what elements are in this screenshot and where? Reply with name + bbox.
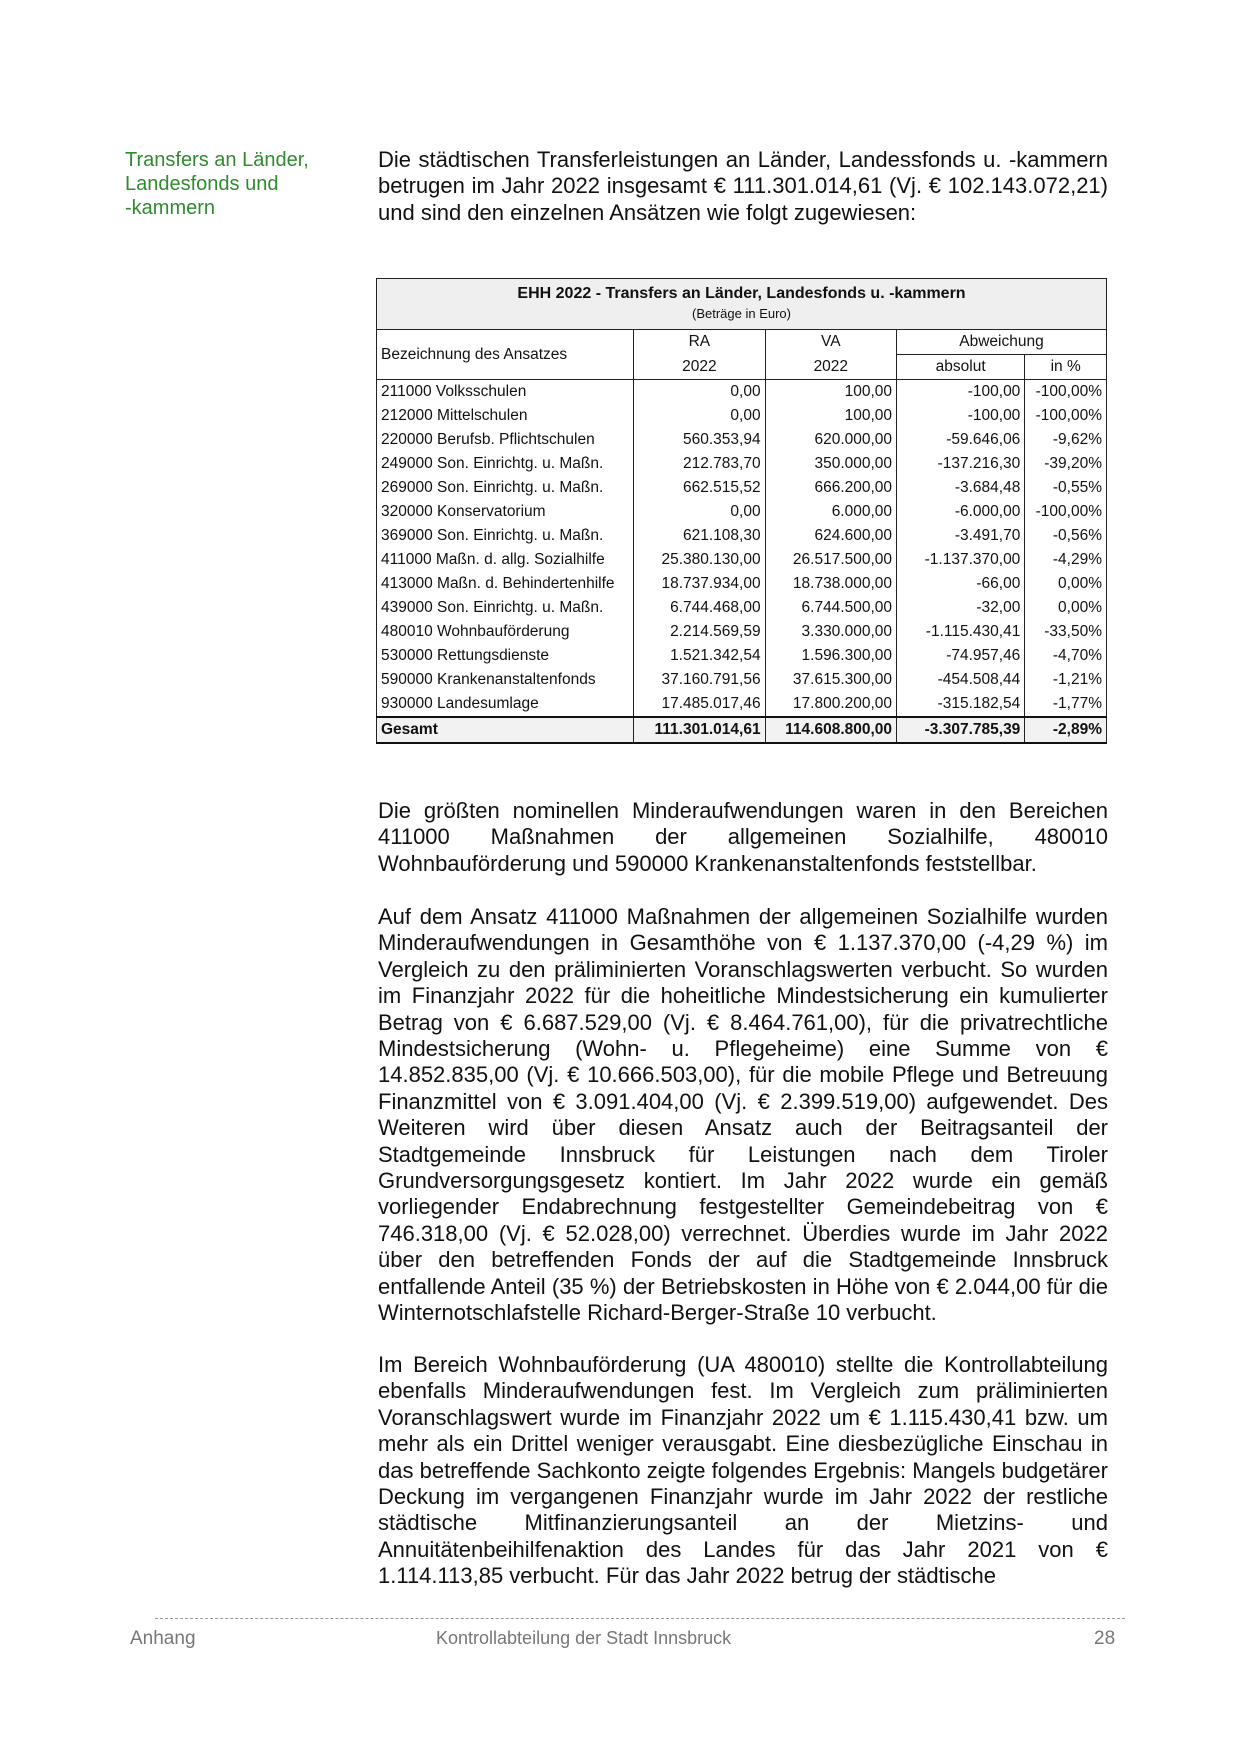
row-va: 100,00 (765, 380, 896, 405)
row-name: 439000 Son. Einrichtg. u. Maßn. (377, 596, 634, 620)
table-row (377, 452, 1107, 476)
row-va: 18.738.000,00 (765, 572, 896, 596)
row-abs: -137.216,30 (897, 452, 1025, 476)
row-name: 413000 Maßn. d. Behindertenhilfe (377, 572, 634, 596)
row-pct: -4,70% (1025, 644, 1107, 668)
row-abs: -59.646,06 (897, 428, 1025, 452)
row-ra: 25.380.130,00 (634, 548, 765, 572)
row-name: 480010 Wohnbauförderung (377, 620, 634, 644)
table-row (377, 644, 1107, 668)
table-row (377, 692, 1107, 717)
footer-organization: Kontrollabteilung der Stadt Innsbruck (436, 1628, 732, 1648)
table-row (377, 476, 1107, 500)
row-pct: -39,20% (1025, 452, 1107, 476)
row-pct: -1,77% (1025, 692, 1107, 717)
row-ra: 37.160.791,56 (634, 668, 765, 692)
table-caption (377, 279, 1107, 330)
col-header-pct: in % (1025, 355, 1107, 380)
transfers-table (376, 278, 1107, 744)
row-abs: -454.508,44 (897, 668, 1025, 692)
row-pct: -0,55% (1025, 476, 1107, 500)
row-va: 37.615.300,00 (765, 668, 896, 692)
row-ra: 621.108,30 (634, 524, 765, 548)
row-ra: 0,00 (634, 404, 765, 428)
row-abs: -3.684,48 (897, 476, 1025, 500)
row-pct: -33,50% (1025, 620, 1107, 644)
table-row (377, 668, 1107, 692)
row-name: 930000 Landesumlage (377, 692, 634, 717)
total-va: 114.608.800,00 (765, 717, 896, 743)
row-ra: 662.515,52 (634, 476, 765, 500)
table-row (377, 524, 1107, 548)
side-heading-line-1: Transfers an Länder, (125, 149, 309, 171)
row-va: 6.744.500,00 (765, 596, 896, 620)
row-ra: 6.744.468,00 (634, 596, 765, 620)
table-row (377, 548, 1107, 572)
row-abs: -1.115.430,41 (897, 620, 1025, 644)
table-row (377, 596, 1107, 620)
row-pct: -1,21% (1025, 668, 1107, 692)
row-name: 212000 Mittelschulen (377, 404, 634, 428)
side-heading-line-3: -kammern (125, 197, 216, 219)
total-abs: -3.307.785,39 (897, 717, 1025, 743)
table-title: EHH 2022 - Transfers an Länder, Landesfonds u. -kammern (517, 285, 966, 302)
row-abs: -100,00 (897, 404, 1025, 428)
table-row (377, 572, 1107, 596)
row-name: 369000 Son. Einrichtg. u. Maßn. (377, 524, 634, 548)
row-pct: 0,00% (1025, 596, 1107, 620)
total-name: Gesamt (377, 717, 634, 743)
intro-paragraph: Die städtischen Transferleistungen an Länder, Landessfonds u. -kammern betrugen im Jahr 2022 insgesamt € 111.301.014,61 (Vj. € 102.143.072,21) und sind den einzelnen Ansätzen wie folgt zugewiesen: (378, 147, 1108, 225)
row-ra: 0,00 (634, 380, 765, 405)
row-abs: -100,00 (897, 380, 1025, 405)
paragraph-largest-reductions: Die größten nominellen Minderaufwendungen waren in den Bereichen 411000 Maßnahmen der allgemeinen Sozialhilfe, 480010 Wohnbauförderung und 590000 Krankenanstaltenfonds feststellbar. (378, 798, 1108, 876)
row-va: 100,00 (765, 404, 896, 428)
row-va: 620.000,00 (765, 428, 896, 452)
row-va: 26.517.500,00 (765, 548, 896, 572)
row-ra: 560.353,94 (634, 428, 765, 452)
col-header-va-year: 2022 (765, 355, 896, 380)
row-name: 269000 Son. Einrichtg. u. Maßn. (377, 476, 634, 500)
total-pct: -2,89% (1025, 717, 1107, 743)
paragraph-wohnbaufoerderung: Im Bereich Wohnbauförderung (UA 480010) stellte die Kontrollabteilung ebenfalls Minderaufwendungen fest. Im Vergleich zum präliminierten Voranschlagswert wurde im Finanzjahr 2022 um € 1.115.430,41 bzw. um mehr als ein Drittel weniger verausgabt. Eine diesbezügliche Einschau in das betreffende Sachkonto zeigte folgendes Ergebnis: Mangels budgetärer Deckung im vergangenen Finanzjahr wurde im Jahr 2022 der restliche städtische Mitfinanzierungsanteil an der Mietzins- und Annuitätenbeihilfenaktion des Landes für das Jahr 2021 von € 1.114.113,85 verbucht. Für das Jahr 2022 betrug der städtische (378, 1352, 1108, 1589)
row-name: 411000 Maßn. d. allg. Sozialhilfe (377, 548, 634, 572)
row-abs: -74.957,46 (897, 644, 1025, 668)
col-header-abweichung: Abweichung (897, 330, 1107, 355)
col-header-ra-year: 2022 (634, 355, 765, 380)
row-va: 6.000,00 (765, 500, 896, 524)
table-subtitle: (Beträge in Euro) (692, 306, 791, 321)
side-heading-line-2: Landesfonds und (125, 173, 279, 195)
table-row (377, 620, 1107, 644)
row-name: 590000 Krankenanstaltenfonds (377, 668, 634, 692)
row-pct: -0,56% (1025, 524, 1107, 548)
row-name: 211000 Volksschulen (377, 380, 634, 405)
row-pct: -100,00% (1025, 404, 1107, 428)
row-name: 249000 Son. Einrichtg. u. Maßn. (377, 452, 634, 476)
row-ra: 212.783,70 (634, 452, 765, 476)
col-header-ra: RA (634, 330, 765, 355)
footer-divider (155, 1618, 1125, 1619)
row-abs: -3.491,70 (897, 524, 1025, 548)
row-abs: -6.000,00 (897, 500, 1025, 524)
table-row (377, 380, 1107, 405)
table-total-row (377, 717, 1107, 743)
col-header-absolut: absolut (897, 355, 1025, 380)
row-pct: -100,00% (1025, 500, 1107, 524)
row-va: 624.600,00 (765, 524, 896, 548)
table-row (377, 500, 1107, 524)
row-pct: -100,00% (1025, 380, 1107, 405)
row-name: 320000 Konservatorium (377, 500, 634, 524)
row-name: 220000 Berufsb. Pflichtschulen (377, 428, 634, 452)
row-ra: 2.214.569,59 (634, 620, 765, 644)
row-ra: 1.521.342,54 (634, 644, 765, 668)
row-ra: 18.737.934,00 (634, 572, 765, 596)
row-va: 666.200,00 (765, 476, 896, 500)
row-abs: -32,00 (897, 596, 1025, 620)
row-va: 350.000,00 (765, 452, 896, 476)
total-ra: 111.301.014,61 (634, 717, 765, 743)
row-pct: 0,00% (1025, 572, 1107, 596)
row-va: 1.596.300,00 (765, 644, 896, 668)
row-abs: -1.137.370,00 (897, 548, 1025, 572)
row-va: 3.330.000,00 (765, 620, 896, 644)
table-row (377, 428, 1107, 452)
col-header-va: VA (765, 330, 896, 355)
paragraph-sozialhilfe: Auf dem Ansatz 411000 Maßnahmen der allgemeinen Sozialhilfe wurden Minderaufwendungen in Gesamthöhe von € 1.137.370,00 (-4,29 %) im Vergleich zu den präliminierten Voranschlagswerten verbucht. So wurden im Finanzjahr 2022 für die hoheitliche Mindestsicherung ein kumulierter Betrag von € 6.687.529,00 (Vj. € 8.464.761,00), für die privatrechtliche Mindestsicherung (Wohn- u. Pflegeheime) eine Summe von € 14.852.835,00 (Vj. € 10.666.503,00), für die mobile Pflege und Betreuung Finanzmittel von € 3.091.404,00 (Vj. € 2.399.519,00) aufgewendet. Des Weiteren wird über diesen Ansatz auch der Beitragsanteil der Stadtgemeinde Innsbruck für Leistungen nach dem Tiroler Grundversorgungsgesetz kontiert. Im Jahr 2022 wurde ein gemäß vorliegender Endabrechnung festgestellter Gemeindebeitrag von € 746.318,00 (Vj. € 52.028,00) verrechnet. Überdies wurde im Jahr 2022 über den betreffenden Fonds der auf die Stadtgemeinde Innsbruck entfallende Anteil (35 %) der Betriebskosten in Höhe von € 2.044,00 für die Winternotschlafstelle Richard-Berger-Straße 10 verbucht. (378, 904, 1108, 1326)
row-ra: 17.485.017,46 (634, 692, 765, 717)
footer-page-number: 28 (1094, 1628, 1116, 1649)
row-name: 530000 Rettungsdienste (377, 644, 634, 668)
row-abs: -66,00 (897, 572, 1025, 596)
row-ra: 0,00 (634, 500, 765, 524)
row-abs: -315.182,54 (897, 692, 1025, 717)
row-pct: -4,29% (1025, 548, 1107, 572)
table-row (377, 404, 1107, 428)
side-heading (125, 148, 340, 220)
col-header-desc: Bezeichnung des Ansatzes (377, 330, 634, 380)
footer-section: Anhang (130, 1628, 196, 1649)
row-va: 17.800.200,00 (765, 692, 896, 717)
row-pct: -9,62% (1025, 428, 1107, 452)
